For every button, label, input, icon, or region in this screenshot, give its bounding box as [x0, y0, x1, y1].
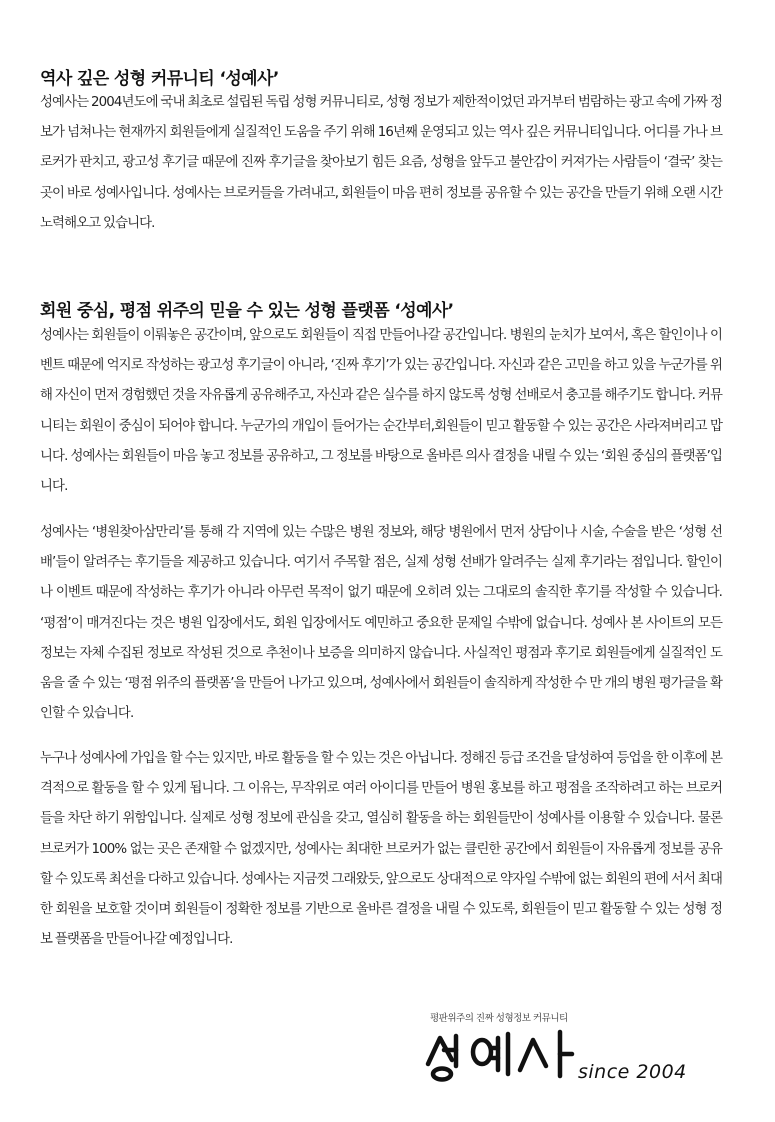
- paragraph-history: 성예사는 2004년도에 국내 최초로 설립된 독립 성형 커뮤니티로, 성형 정보가 제한적이었던 과거부터 범람하는 광고 속에 가짜 정보가 넘쳐나는 현재까지 회원들에게 실질적인 도움을 주기 위해 16년째 운영되고 있는 역사 깊은 커뮤니티입니다. 어디를 가나 브로커가 판치고, 광고성 후기글 때문에 진짜 후기글을 찾아보기 힘든 요즘, 성형을 앞두고 불안감이 커져가는 사람들이 ‘결국’ 찾는 곳이 바로 성예사입니다. 성예사는 브로커들을 가려내고, 회원들이 마음 편히 정보를 공유할 수 있는 공간을 만들기 위해 오랜 시간 노력해오고 있습니다.: [40, 95, 722, 231]
- paragraph-member-space: 성예사는 회원들이 이뤄놓은 공간이며, 앞으로도 회원들이 직접 만들어나갈 공간입니다. 병원의 눈치가 보여서, 혹은 할인이나 이벤트 때문에 억지로 작성하는 광고성 후기글이 아니라, ‘진짜 후기’가 있는 공간입니다. 자신과 같은 고민을 하고 있을 누군가를 위해 자신이 먼저 경험했던 것을 자유롭게 공유해주고, 자신과 같은 실수를 하지 않도록 성형 선배로서 충고를 해주기도 합니다. 커뮤니티는 회원이 중심이 되어야 합니다. 누군가의 개입이 들어가는 순간부터,회원들이 믿고 활동할 수 있는 공간은 사라져버리고 맙니다. 성예사는 회원들이 마음 놓고 정보를 공유하고, 그 정보를 바탕으로 올바른 의사 결정을 내릴 수 있는 ‘회원 중심의 플랫폼’입니다.: [40, 328, 722, 495]
- logo-since-text: since 2004: [578, 1061, 687, 1083]
- section-title-member-centered: 회원 중심, 평점 위주의 믿을 수 있는 성형 플랫폼 ‘성예사’: [40, 301, 454, 322]
- paragraph-hospital-reviews: 성예사는 ‘병원찾아삼만리’를 통해 각 지역에 있는 수많은 병원 정보와, 해당 병원에서 먼저 상담이나 시술, 수술을 받은 ‘성형 선배’들이 알려주는 후기들을 제공하고 있습니다. 여기서 주목할 점은, 실제 성형 선배가 알려주는 실제 후기라는 점입니다. 할인이나 이벤트 때문에 작성하는 후기가 아니라 아무런 목적이 없기 때문에 오히려 있는 그대로의 솔직한 후기를 작성할 수 있습니다. ‘평점’이 매겨진다는 것은 병원 입장에서도, 회원 입장에서도 예민하고 중요한 문제일 수밖에 없습니다. 성예사 본 사이트의 모든 정보는 자체 수집된 정보로 작성된 것으로 추천이나 보증을 의미하지 않습니다. 사실적인 평점과 후기로 회원들에게 실질적인 도움을 줄 수 있는 ‘평점 위주의 플랫폼’을 만들어 나가고 있으며, 성예사에서 회원들이 솔직하게 작성한 수 만 개의 병원 평가글을 확인할 수 있습니다.: [40, 525, 722, 722]
- logo-wordmark-graphic: [420, 1026, 695, 1086]
- logo-tagline: 평판위주의 진짜 성형정보 커뮤니티: [430, 1013, 568, 1024]
- brand-logo: [420, 1010, 695, 1085]
- section-title-history: 역사 깊은 성형 커뮤니티 ‘성예사’: [40, 69, 279, 90]
- paragraph-broker-blocking: 누구나 성예사에 가입을 할 수는 있지만, 바로 활동을 할 수 있는 것은 아닙니다. 정해진 등급 조건을 달성하여 등업을 한 이후에 본격적으로 활동을 할 수 있게 됩니다. 그 이유는, 무작위로 여러 아이디를 만들어 병원 홍보를 하고 평점을 조작하려고 하는 브로커들을 차단 하기 위함입니다. 실제로 성형 정보에 관심을 갖고, 열심히 활동을 하는 회원들만이 성예사를 이용할 수 있습니다. 물론 브로커가 100% 없는 곳은 존재할 수 없겠지만, 성예사는 최대한 브로커가 없는 클린한 공간에서 회원들이 자유롭게 정보를 공유할 수 있도록 최선을 다하고 있습니다. 성예사는 지금껏 그래왔듯, 앞으로도 상대적으로 약자일 수밖에 없는 회원의 편에 서서 최대한 회원을 보호할 것이며 회원들이 정확한 정보를 기반으로 올바른 결정을 내릴 수 있도록, 회원들이 믿고 활동할 수 있는 성형 정보 플랫폼을 만들어나갈 예정입니다.: [40, 751, 722, 948]
